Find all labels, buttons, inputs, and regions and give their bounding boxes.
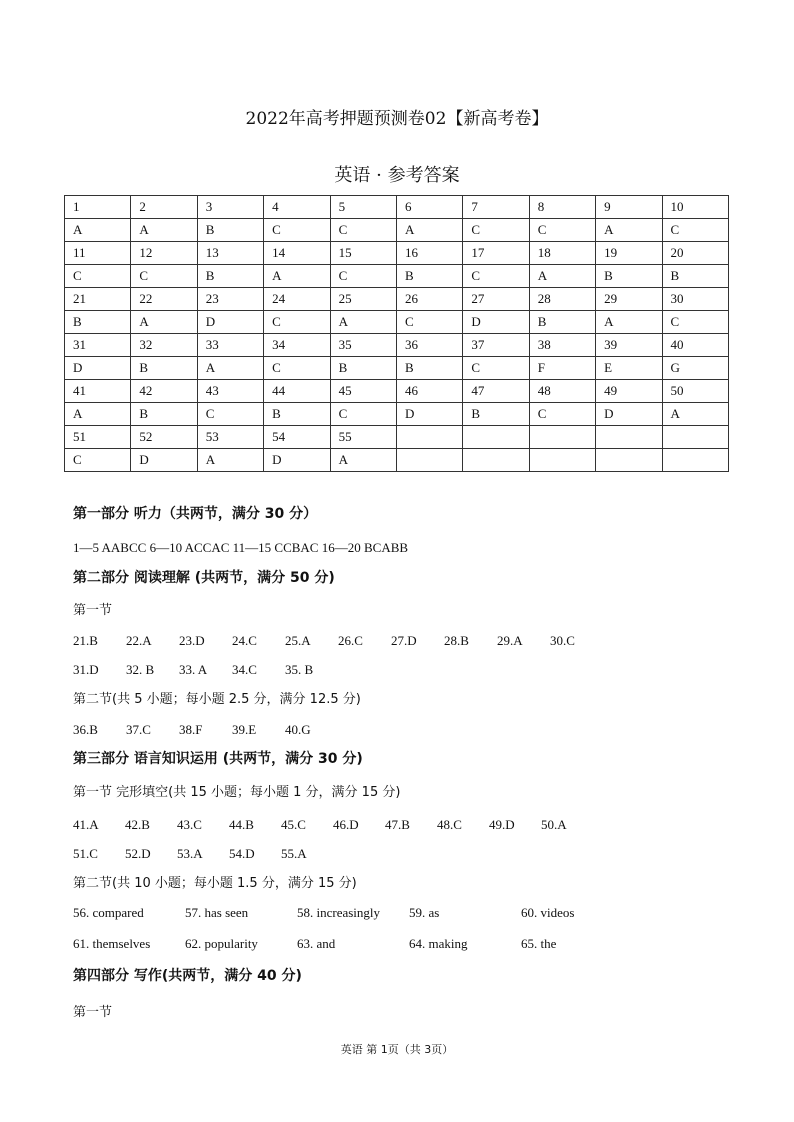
- answer-cell: A: [65, 219, 131, 242]
- part1-answers: 1—5 AABCC 6—10 ACCAC 11—15 CCBAC 16—20 BCABB: [73, 540, 409, 555]
- question-number-cell: 33: [197, 334, 263, 357]
- page-footer: 英语 第 1页（共 3页）: [340, 1043, 454, 1056]
- question-number-cell: 49: [596, 380, 662, 403]
- answer-item: 47.B: [385, 817, 410, 832]
- question-number-cell: 1: [65, 196, 131, 219]
- answer-cell: C: [529, 403, 595, 426]
- answer-cell: C: [264, 357, 330, 380]
- question-number-cell: 11: [65, 242, 131, 265]
- question-number-cell: 29: [596, 288, 662, 311]
- part2-section2-label: 第二节(共 5 小题；每小题 2.5 分，满分 12.5 分): [73, 692, 361, 707]
- answer-item: 21.B: [73, 633, 98, 648]
- answer-item: 44.B: [229, 817, 254, 832]
- answer-cell: C: [463, 265, 529, 288]
- answer-item: 51.C: [73, 846, 98, 861]
- answer-cell: A: [197, 449, 263, 472]
- answer-cell: B: [596, 265, 662, 288]
- question-number-cell: 40: [662, 334, 728, 357]
- question-number-cell: [596, 426, 662, 449]
- answer-item: 30.C: [550, 633, 575, 648]
- answer-table-row: [65, 357, 729, 380]
- answer-cell: G: [662, 357, 728, 380]
- answer-item: 58. increasingly: [297, 905, 381, 920]
- answer-cell: B: [662, 265, 728, 288]
- answer-item: 61. themselves: [73, 936, 151, 951]
- answer-cell: A: [65, 403, 131, 426]
- answer-item: 45.C: [281, 817, 306, 832]
- answer-table-row: [65, 426, 729, 449]
- answer-item: 55.A: [281, 846, 307, 861]
- part3-section2-label: 第二节(共 10 小题；每小题 1.5 分，满分 15 分): [73, 876, 357, 891]
- answer-cell: F: [529, 357, 595, 380]
- question-number-cell: [396, 426, 462, 449]
- question-number-cell: 26: [396, 288, 462, 311]
- answer-cell: C: [330, 219, 396, 242]
- answer-item: 50.A: [541, 817, 567, 832]
- part1-heading: 第一部分 听力（共两节，满分 30 分）: [73, 506, 318, 522]
- answer-table-row: [65, 449, 729, 472]
- question-number-cell: 21: [65, 288, 131, 311]
- answer-item: 49.D: [489, 817, 515, 832]
- question-number-cell: 30: [662, 288, 728, 311]
- answer-cell: [596, 449, 662, 472]
- question-number-cell: 45: [330, 380, 396, 403]
- answer-table-row: [65, 403, 729, 426]
- answer-cell: B: [396, 357, 462, 380]
- question-number-cell: 39: [596, 334, 662, 357]
- answer-cell: B: [131, 403, 197, 426]
- answer-cell: [396, 449, 462, 472]
- answer-cell: D: [131, 449, 197, 472]
- answer-cell: A: [662, 403, 728, 426]
- answer-cell: B: [463, 403, 529, 426]
- answer-cell: C: [396, 311, 462, 334]
- question-number-cell: 6: [396, 196, 462, 219]
- question-number-cell: 12: [131, 242, 197, 265]
- answer-cell: C: [330, 403, 396, 426]
- question-number-cell: 28: [529, 288, 595, 311]
- answer-cell: C: [463, 219, 529, 242]
- question-number-cell: 38: [529, 334, 595, 357]
- answer-cell: B: [197, 219, 263, 242]
- answer-item: 24.C: [232, 633, 257, 648]
- question-number-cell: 18: [529, 242, 595, 265]
- question-number-cell: 3: [197, 196, 263, 219]
- answer-cell: A: [264, 265, 330, 288]
- answer-table-row: [65, 288, 729, 311]
- answer-cell: A: [330, 449, 396, 472]
- question-number-cell: 2: [131, 196, 197, 219]
- answer-cell: D: [264, 449, 330, 472]
- answer-table-row: [65, 265, 729, 288]
- answer-item: 39.E: [232, 722, 257, 737]
- question-number-cell: 34: [264, 334, 330, 357]
- answer-cell: D: [596, 403, 662, 426]
- answer-item: 36.B: [73, 722, 98, 737]
- question-number-cell: 19: [596, 242, 662, 265]
- answer-item: 42.B: [125, 817, 150, 832]
- answer-cell: C: [330, 265, 396, 288]
- page-title: 2022年高考押题预测卷02【新高考卷】: [245, 109, 549, 129]
- answer-cell: A: [197, 357, 263, 380]
- answer-cell: A: [529, 265, 595, 288]
- answer-item: 46.D: [333, 817, 359, 832]
- question-number-cell: 52: [131, 426, 197, 449]
- answer-table-row: [65, 334, 729, 357]
- question-number-cell: 4: [264, 196, 330, 219]
- answer-item: 41.A: [73, 817, 99, 832]
- answer-item: 43.C: [177, 817, 202, 832]
- answer-cell: [662, 449, 728, 472]
- answer-item: 62. popularity: [185, 936, 258, 951]
- answer-item: 32. B: [126, 662, 155, 677]
- answer-cell: C: [662, 219, 728, 242]
- answer-item: 26.C: [338, 633, 363, 648]
- answer-cell: [529, 449, 595, 472]
- answer-item: 59. as: [409, 905, 440, 920]
- answer-cell: B: [330, 357, 396, 380]
- answer-table-row: [65, 380, 729, 403]
- page-subtitle: 英语 · 参考答案: [334, 165, 460, 186]
- answer-item: 27.D: [391, 633, 417, 648]
- question-number-cell: 54: [264, 426, 330, 449]
- answer-item: 57. has seen: [185, 905, 249, 920]
- answer-item: 64. making: [409, 936, 468, 951]
- answer-item: 28.B: [444, 633, 469, 648]
- question-number-cell: 32: [131, 334, 197, 357]
- question-number-cell: 44: [264, 380, 330, 403]
- part3-heading: 第三部分 语言知识运用 (共两节，满分 30 分): [73, 751, 363, 767]
- answer-cell: A: [131, 311, 197, 334]
- answer-cell: [463, 449, 529, 472]
- answer-cell: C: [65, 449, 131, 472]
- part4-section1-label: 第一节: [73, 1005, 113, 1020]
- question-number-cell: 35: [330, 334, 396, 357]
- part4-heading: 第四部分 写作(共两节，满分 40 分): [73, 968, 302, 984]
- answer-cell: A: [330, 311, 396, 334]
- answer-cell: C: [264, 219, 330, 242]
- answer-table-row: [65, 219, 729, 242]
- answer-item: 63. and: [297, 936, 336, 951]
- question-number-cell: 14: [264, 242, 330, 265]
- question-number-cell: 53: [197, 426, 263, 449]
- question-number-cell: 25: [330, 288, 396, 311]
- answer-item: 31.D: [73, 662, 99, 677]
- question-number-cell: 5: [330, 196, 396, 219]
- question-number-cell: 15: [330, 242, 396, 265]
- answer-cell: B: [197, 265, 263, 288]
- question-number-cell: 22: [131, 288, 197, 311]
- question-number-cell: 9: [596, 196, 662, 219]
- answer-item: 37.C: [126, 722, 151, 737]
- question-number-cell: 17: [463, 242, 529, 265]
- question-number-cell: 37: [463, 334, 529, 357]
- answer-item: 65. the: [521, 936, 557, 951]
- answer-item: 25.A: [285, 633, 311, 648]
- answer-cell: D: [197, 311, 263, 334]
- question-number-cell: 31: [65, 334, 131, 357]
- question-number-cell: 43: [197, 380, 263, 403]
- answer-table: [64, 195, 729, 472]
- answer-item: 22.A: [126, 633, 152, 648]
- answer-cell: C: [264, 311, 330, 334]
- answer-item: 48.C: [437, 817, 462, 832]
- question-number-cell: 27: [463, 288, 529, 311]
- question-number-cell: 41: [65, 380, 131, 403]
- answer-cell: D: [396, 403, 462, 426]
- answer-cell: C: [131, 265, 197, 288]
- question-number-cell: 36: [396, 334, 462, 357]
- answer-cell: B: [529, 311, 595, 334]
- answer-table-row: [65, 242, 729, 265]
- part3-section1-label: 第一节 完形填空(共 15 小题；每小题 1 分，满分 15 分): [73, 785, 401, 800]
- answer-item: 34.C: [232, 662, 257, 677]
- question-number-cell: 7: [463, 196, 529, 219]
- answer-cell: A: [596, 219, 662, 242]
- answer-item: 35. B: [285, 662, 314, 677]
- answer-cell: D: [463, 311, 529, 334]
- part2-section1-label: 第一节: [73, 603, 113, 618]
- answer-cell: B: [65, 311, 131, 334]
- part2-heading: 第二部分 阅读理解 (共两节，满分 50 分): [73, 570, 335, 586]
- answer-cell: B: [396, 265, 462, 288]
- answer-cell: A: [131, 219, 197, 242]
- question-number-cell: 16: [396, 242, 462, 265]
- answer-item: 52.D: [125, 846, 151, 861]
- answer-item: 60. videos: [521, 905, 575, 920]
- answer-item: 23.D: [179, 633, 205, 648]
- answer-table-row: [65, 196, 729, 219]
- answer-cell: C: [662, 311, 728, 334]
- question-number-cell: 51: [65, 426, 131, 449]
- question-number-cell: 8: [529, 196, 595, 219]
- answer-cell: C: [197, 403, 263, 426]
- answer-item: 56. compared: [73, 905, 144, 920]
- question-number-cell: 13: [197, 242, 263, 265]
- answer-item: 54.D: [229, 846, 255, 861]
- question-number-cell: [662, 426, 728, 449]
- answer-cell: E: [596, 357, 662, 380]
- question-number-cell: 55: [330, 426, 396, 449]
- question-number-cell: 48: [529, 380, 595, 403]
- answer-item: 38.F: [179, 722, 203, 737]
- question-number-cell: 23: [197, 288, 263, 311]
- answer-cell: C: [65, 265, 131, 288]
- question-number-cell: 20: [662, 242, 728, 265]
- answer-cell: B: [131, 357, 197, 380]
- answer-cell: C: [529, 219, 595, 242]
- answer-item: 53.A: [177, 846, 203, 861]
- question-number-cell: 46: [396, 380, 462, 403]
- answer-cell: C: [463, 357, 529, 380]
- answer-cell: A: [596, 311, 662, 334]
- question-number-cell: 42: [131, 380, 197, 403]
- answer-item: 29.A: [497, 633, 523, 648]
- answer-cell: B: [264, 403, 330, 426]
- question-number-cell: [529, 426, 595, 449]
- answer-table-row: [65, 311, 729, 334]
- answer-item: 40.G: [285, 722, 311, 737]
- question-number-cell: 50: [662, 380, 728, 403]
- answer-cell: A: [396, 219, 462, 242]
- question-number-cell: 47: [463, 380, 529, 403]
- question-number-cell: 24: [264, 288, 330, 311]
- answer-cell: D: [65, 357, 131, 380]
- question-number-cell: [463, 426, 529, 449]
- question-number-cell: 10: [662, 196, 728, 219]
- answer-item: 33. A: [179, 662, 208, 677]
